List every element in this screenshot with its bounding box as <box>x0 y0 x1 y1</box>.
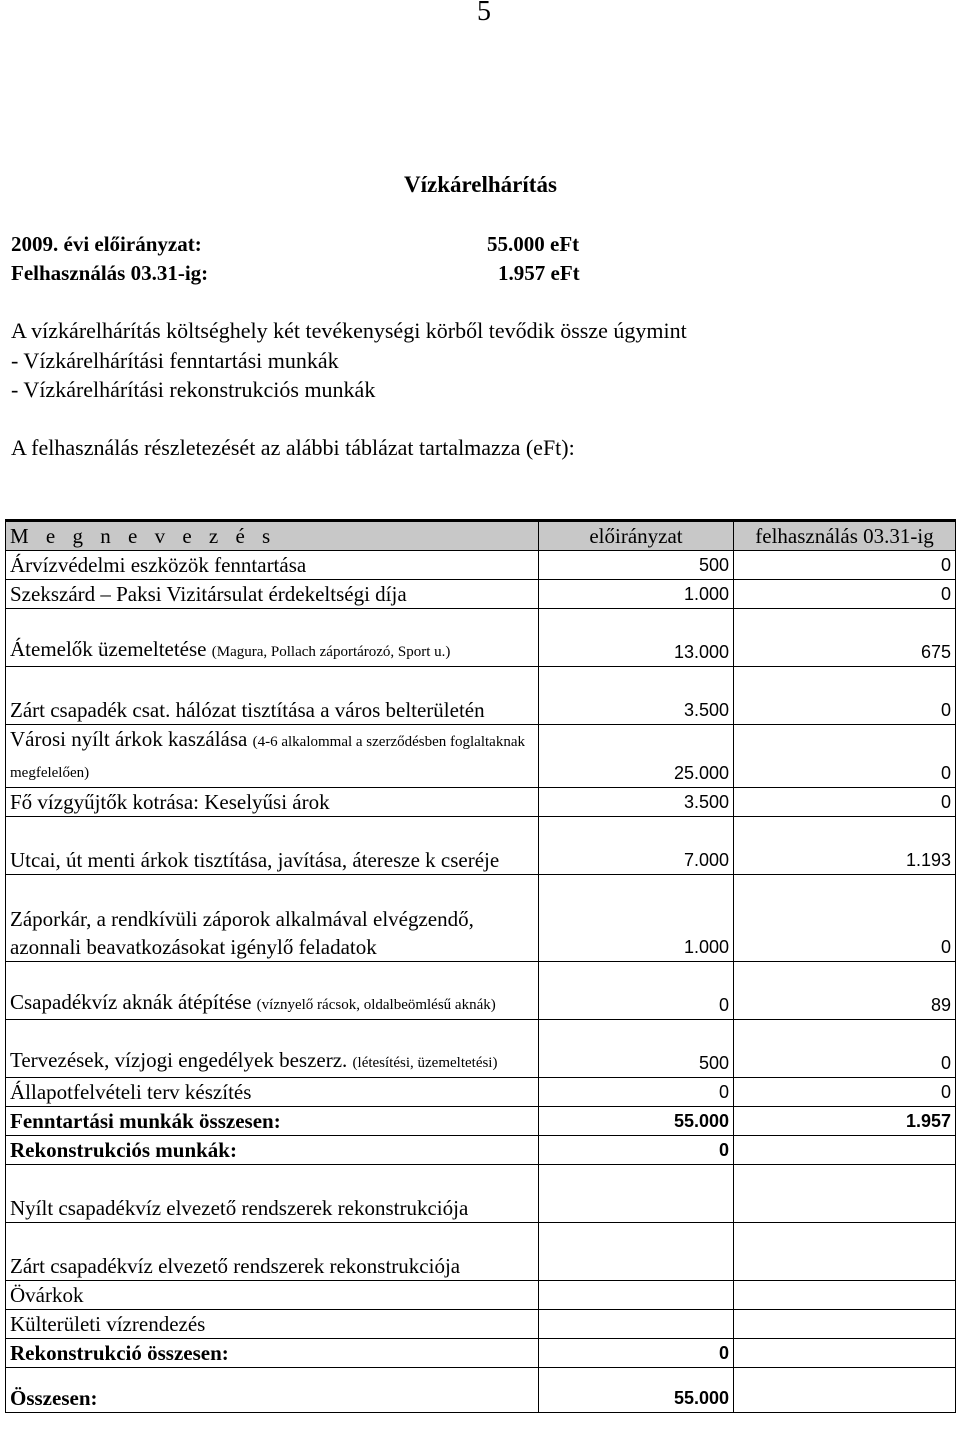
row-budget: 0 <box>539 1078 734 1107</box>
row-budget: 7.000 <box>539 817 734 875</box>
intro-line-2: - Vízkárelhárítási fenntartási munkák <box>11 348 339 373</box>
table-row <box>6 962 956 1020</box>
row-budget: 500 <box>539 1020 734 1078</box>
table-row <box>6 1223 956 1281</box>
row-budget: 1.000 <box>539 580 734 609</box>
row-name-text: Nyílt csapadékvíz elvezető rendszerek rekonstrukciója <box>10 1196 469 1220</box>
row-usage <box>734 1223 956 1281</box>
row-name <box>6 1136 539 1165</box>
table-row <box>6 1339 956 1368</box>
row-budget: 25.000 <box>539 725 734 788</box>
row-budget: 3.500 <box>539 788 734 817</box>
row-budget: 500 <box>539 551 734 580</box>
row-usage <box>734 1281 956 1310</box>
row-usage: 675 <box>734 609 956 667</box>
row-name-text: Fő vízgyűjtők kotrása: Keselyűsi árok <box>10 790 330 814</box>
row-usage: 0 <box>734 788 956 817</box>
usage-label: Felhasználás 03.31-ig: <box>11 261 209 285</box>
row-usage <box>734 1136 956 1165</box>
row-budget: 55.000 <box>539 1368 734 1413</box>
row-usage <box>734 1310 956 1339</box>
row-budget: 0 <box>539 962 734 1020</box>
row-name-text: Fenntartási munkák összesen: <box>10 1109 281 1133</box>
row-budget: 55.000 <box>539 1107 734 1136</box>
table-row <box>6 875 956 962</box>
row-budget: 3.500 <box>539 667 734 725</box>
table-row <box>6 788 956 817</box>
row-name-text: Városi nyílt árkok kaszálása <box>10 727 248 751</box>
row-usage: 1.193 <box>734 817 956 875</box>
row-budget <box>539 1310 734 1339</box>
row-name-text: Állapotfelvételi terv készítés <box>10 1080 252 1104</box>
row-budget <box>539 1223 734 1281</box>
row-budget: 1.000 <box>539 875 734 962</box>
row-name-text: Csapadékvíz aknák átépítése <box>10 990 252 1014</box>
row-usage: 0 <box>734 875 956 962</box>
row-budget: 13.000 <box>539 609 734 667</box>
row-budget <box>539 1165 734 1223</box>
intro-line-1: A vízkárelhárítás költséghely két tevékenységi körből tevődik össze úgymint <box>11 318 687 343</box>
table-row <box>6 1165 956 1223</box>
row-name <box>6 725 539 788</box>
row-usage <box>734 1165 956 1223</box>
row-name <box>6 1310 539 1339</box>
table-row <box>6 1078 956 1107</box>
row-name <box>6 1368 539 1413</box>
row-usage <box>734 1339 956 1368</box>
row-name <box>6 962 539 1020</box>
row-name-text: Rekonstrukció összesen: <box>10 1341 229 1365</box>
row-name-text: Külterületi vízrendezés <box>10 1312 206 1336</box>
row-usage: 0 <box>734 551 956 580</box>
row-name-text: Árvízvédelmi eszközök fenntartása <box>10 553 307 577</box>
page-title: Vízkárelhárítás <box>404 172 557 197</box>
table-row <box>6 1368 956 1413</box>
row-usage <box>734 1368 956 1413</box>
row-name-text: Zárt csapadék csat. hálózat tisztítása a város belterületén <box>10 698 485 722</box>
row-name <box>6 1339 539 1368</box>
table-row <box>6 1107 956 1136</box>
row-name-text: Zárt csapadékvíz elvezető rendszerek rekonstrukciója <box>10 1254 461 1278</box>
table-row <box>6 609 956 667</box>
budget-label: 2009. évi előirányzat: <box>11 232 202 256</box>
row-note: (4-6 alkalommal a szerződésben foglaltaknak megfelelően) <box>10 734 525 781</box>
row-name-text: Utcai, út menti árkok tisztítása, javítása, áteresze k cseréje <box>10 848 500 872</box>
row-name-text: Övárkok <box>10 1283 84 1307</box>
row-name <box>6 609 539 667</box>
row-budget <box>539 1281 734 1310</box>
row-name <box>6 817 539 875</box>
header-usage: felhasználás 03.31-ig <box>734 521 956 551</box>
table-row <box>6 580 956 609</box>
row-name <box>6 1165 539 1223</box>
row-usage: 0 <box>734 1078 956 1107</box>
header-name: M e g n e v e z é s <box>6 521 539 551</box>
row-name <box>6 875 539 962</box>
row-name-text: Tervezések, vízjogi engedélyek beszerz. <box>10 1048 348 1072</box>
row-name <box>6 788 539 817</box>
page-number: 5 <box>477 0 491 27</box>
table-row <box>6 1310 956 1339</box>
row-budget: 0 <box>539 1339 734 1368</box>
row-name <box>6 1281 539 1310</box>
table-row <box>6 1136 956 1165</box>
row-name-text: Szekszárd – Paksi Vizitársulat érdekeltségi díja <box>10 582 407 606</box>
row-usage: 0 <box>734 725 956 788</box>
row-usage: 0 <box>734 1020 956 1078</box>
row-name-text: Záporkár, a rendkívüli záporok alkalmával elvégzendő, azonnali beavatkozásokat igénylő feladatok <box>10 907 474 959</box>
row-name <box>6 667 539 725</box>
row-name <box>6 1107 539 1136</box>
row-name-text: Átemelők üzemeltetése <box>10 637 207 661</box>
row-name-text: Rekonstrukciós munkák: <box>10 1138 237 1162</box>
row-name <box>6 1223 539 1281</box>
table-row <box>6 667 956 725</box>
intro-line-3: - Vízkárelhárítási rekonstrukciós munkák <box>11 377 376 402</box>
row-budget: 0 <box>539 1136 734 1165</box>
table-header-row <box>6 521 956 551</box>
row-name-text: Összesen: <box>10 1386 98 1410</box>
row-usage: 0 <box>734 667 956 725</box>
row-usage: 89 <box>734 962 956 1020</box>
table-row <box>6 817 956 875</box>
row-name <box>6 551 539 580</box>
row-note: (víznyelő rácsok, oldalbeömlésű aknák) <box>256 997 496 1013</box>
expense-table <box>5 519 956 1413</box>
row-name <box>6 1020 539 1078</box>
row-note: (Magura, Pollach záportározó, Sport u.) <box>211 644 451 660</box>
row-name <box>6 580 539 609</box>
row-usage: 1.957 <box>734 1107 956 1136</box>
table-row <box>6 1020 956 1078</box>
table-row <box>6 725 956 788</box>
table-row <box>6 551 956 580</box>
budget-value: 55.000 eFt <box>487 232 580 256</box>
row-usage: 0 <box>734 580 956 609</box>
table-row <box>6 1281 956 1310</box>
row-note: (létesítési, üzemeltetési) <box>352 1055 498 1071</box>
usage-value: 1.957 eFt <box>498 261 580 285</box>
intro-line-4: A felhasználás részletezését az alábbi táblázat tartalmazza (eFt): <box>11 435 575 460</box>
row-name <box>6 1078 539 1107</box>
header-budget: előirányzat <box>539 521 734 551</box>
